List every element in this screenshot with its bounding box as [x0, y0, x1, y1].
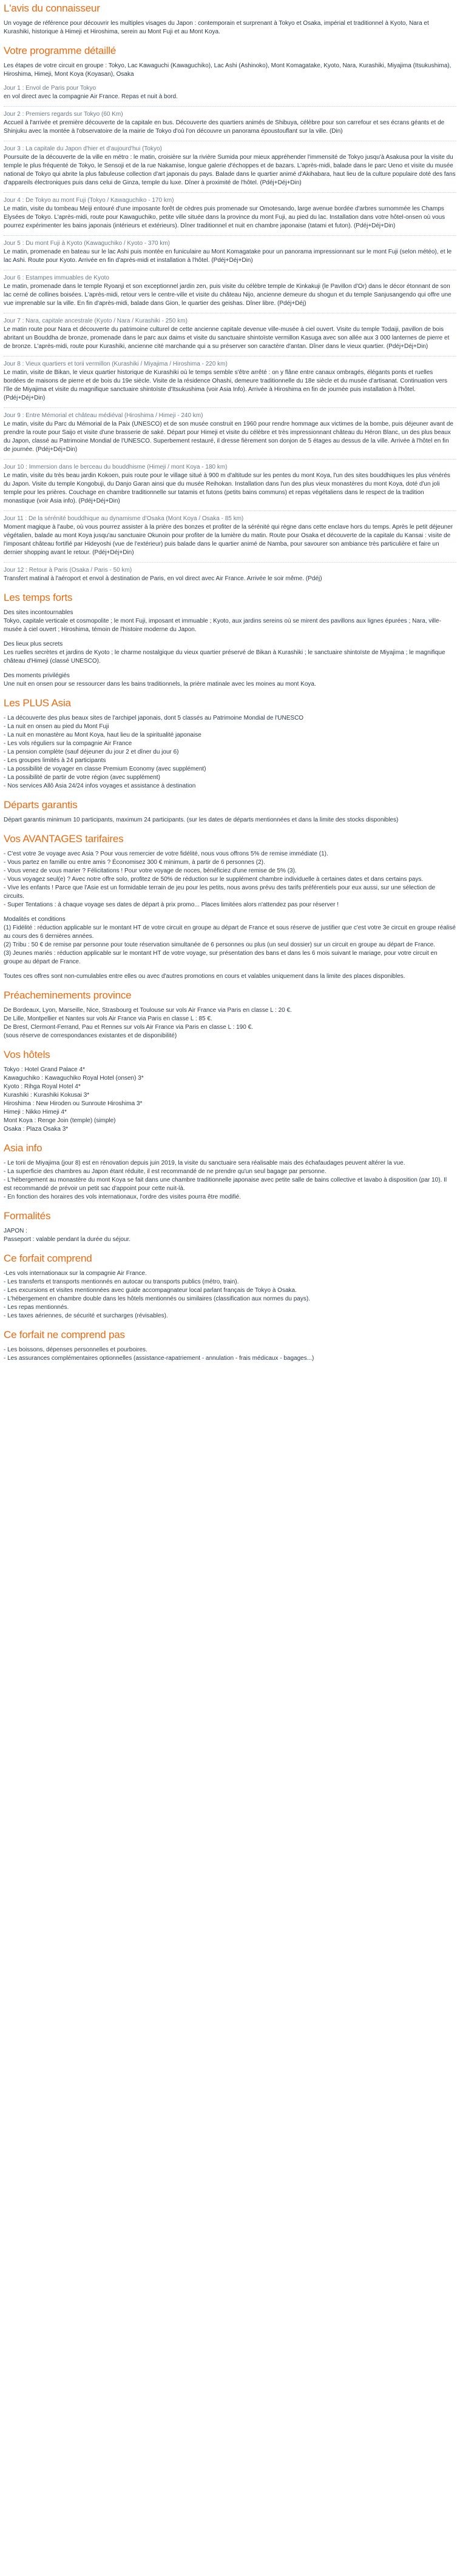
comprend-list [4, 1270, 456, 1320]
hotels-title: Vos hôtels [4, 1049, 50, 1060]
temps-forts-group [4, 609, 456, 634]
avantage-item: - Vous partez en famille ou entre amis ? Économisez 300 € minimum, à partir de 6 personnes (2). [4, 859, 265, 866]
day-text: Le matin, visite du tombeau Meiji entouré d'une imposante forêt de cèdres puis promenade sur Omotesando, large avenue bordée d'arbres surnommée les Champs Elysées de Tokyo. L'après-midi, route pour Kawaguchiko, petite ville située dans la province du mont Fuji, au pied du lac. Installation dans votre hôtel-onsen où vous pourrez expérimenter les bains japonais (intérieurs et extérieurs). Dîner traditionnel et nuit en chambre japonaise (tatami et futon). (Pdéj+Déj+Din) [4, 206, 445, 229]
hotel-line: Kurashiki : Kurashiki Kokusai 3* [4, 1092, 90, 1099]
asia-info-list [4, 1159, 456, 1202]
asia-info-line: - L'hébergement au monastère du mont Koya se fait dans une chambre traditionnelle japonaise avec petite salle de bains collective et lavabo à disposition (par 10). Il est recommandé de prévoir un petit sac d'appoint pour cette nuit-là. [4, 1177, 447, 1192]
plus-asia-item: - La possibilité de partir de votre région (avec supplément) [4, 774, 160, 781]
temps-forts-text: Une nuit en onsen pour se ressourcer dans les bains traditionnels, la prière matinale avec les moines au mont Koya. [4, 681, 316, 687]
plus-asia-section [4, 697, 456, 791]
temps-forts-title: Les temps forts [4, 592, 73, 603]
asia-info-title: Asia info [4, 1142, 42, 1154]
preacheminement-line: De Brest, Clermont-Ferrand, Pau et Rennes sur vols Air France via Paris en classe L : 190 €. [4, 1024, 253, 1031]
day-item [4, 145, 456, 187]
formalite-line: JAPON : [4, 1228, 27, 1234]
day-title: Jour 1 : Envol de Paris pour Tokyo [4, 85, 96, 92]
hotels-list [4, 1066, 456, 1134]
day-title: Jour 8 : Vieux quartiers et torii vermillon (Kurashiki / Miyajima / Hiroshima - 220 km) [4, 361, 228, 367]
comprend-line: - Les transferts et transports mentionnés en autocar ou transports publics (métro, train). [4, 1279, 239, 1285]
plus-asia-item: - Les vols réguliers sur la compagnie Air France [4, 740, 132, 747]
day-divider [4, 235, 456, 236]
temps-forts-section [4, 592, 456, 689]
day-item [4, 463, 456, 506]
modalites-list [4, 924, 456, 966]
day-text: Poursuite de la découverte de la ville en métro : le matin, croisière sur la rivière Sumida pour mieux appréhender l'immensité de Tokyo jusqu'à Asakusa pour la visite du temple le plus fréquenté de Tokyo, le Sensoji et de la rue Nakamise, longue galerie d'échoppes et de bazars. L'après-midi, balade dans le parc Ueno et visite du musée national de Tokyo qui abrite la plus fabuleuse collection d'art japonais du pays. Balade dans le quartier animé d'Akihabara, haut lieu de la culture populaire doté des fans d'appareils électroniques puis dans celui de Ginza, temple du luxe. Dîner à proximité de l'hôtel. (Pdéj+Déj+Din) [4, 154, 456, 186]
day-item [4, 239, 456, 265]
plus-asia-item: - La nuit en monastère au Mont Koya, haut lieu de la spiritualité japonaise [4, 732, 201, 738]
plus-asia-list [4, 714, 456, 791]
asia-info-line: - La superficie des chambres au Japon étant réduite, il est recommandé de ne prendre qu'un seul bagage par personne. [4, 1168, 326, 1175]
day-item [4, 84, 456, 101]
asia-info-section [4, 1142, 456, 1202]
day-text: Le matin, visite de Bikan, le vieux quartier historique de Kurashiki où le temps semble s'être arrêté : on y flâne entre canaux ombragés, élégants ponts et ruelles bordées de maisons de pierre et de bois du 19e siècle. Visite de la résidence Ohashi, demeure traditionnelle du 18e siècle et du musée d'artisanat. Continuation vers l'île de Miyajima et visite du magnifique sanctuaire shintoïste d'Itsukushima (voir Asia Info). Arrivée à Hiroshima en fin de journée puis installation à l'hôtel. (Pdéj+Déj+Din) [4, 369, 448, 401]
modalites-title: Modalités et conditions [4, 916, 66, 923]
temps-forts-text: Les ruelles secrètes et jardins de Kyoto ; le charme nostalgique du vieux quartier préservé de Bikan à Kurashiki ; le sanctuaire shintoïste de Miyajima ; le magnifique château d'Himeji (classé UNESCO). [4, 649, 445, 664]
day-title: Jour 12 : Retour à Paris (Osaka / Paris - 50 km) [4, 567, 132, 574]
preacheminements-title: Préacheminements province [4, 989, 132, 1001]
hotel-line: Tokyo : Hotel Grand Palace 4* [4, 1066, 85, 1073]
day-divider [4, 192, 456, 193]
day-item [4, 274, 456, 308]
ne-comprend-title: Ce forfait ne comprend pas [4, 1329, 125, 1340]
day-text: en vol direct avec la compagnie Air France. Repas et nuit à bord. [4, 93, 178, 100]
hotel-line: Osaka : Plaza Osaka 3* [4, 1126, 69, 1132]
plus-asia-item: - La nuit en onsen au pied du Mont Fuji [4, 723, 109, 730]
avantage-item: - C'est votre 3e voyage avec Asia ? Pour vous remercier de votre fidélité, nous vous offrons 5% de remise immédiate (1). [4, 851, 328, 857]
day-title: Jour 7 : Nara, capitale ancestrale (Kyoto / Nara / Kurashiki - 250 km) [4, 318, 188, 324]
plus-asia-item: - Les groupes limités à 24 participants [4, 757, 106, 764]
hotels-section [4, 1049, 456, 1134]
day-text: Accueil à l'arrivée et première découverte de la capitale en bus. Découverte des quartiers animés de Shibuya, célèbre pour son carrefour et ses écrans géants et de Shinjuku avec la montée à l'observatoire de la mairie de Tokyo d'où l'on découvre un panorama époustouflant sur la ville. (Din) [4, 119, 445, 135]
plus-asia-item: - La pension complète (sauf déjeuner du jour 2 et dîner du jour 6) [4, 749, 179, 755]
preacheminements-list [4, 1006, 456, 1040]
hotel-line: Mont Koya : Renge Join (temple) (simple) [4, 1117, 116, 1124]
modalite-item: (1) Fidélité : réduction applicable sur le montant HT de votre circuit en groupe au départ de France et sous réserve de justifier que c'est votre 3e circuit en groupe réalisé au cours des 6 dernières années. [4, 925, 456, 940]
day-divider [4, 106, 456, 107]
temps-forts-group [4, 672, 456, 689]
comprend-line: - Les repas mentionnés. [4, 1304, 69, 1311]
plus-asia-item: - La possibilité de voyager en classe Premium Economy (avec supplément) [4, 766, 206, 772]
day-item [4, 360, 456, 403]
avantage-item: - Vous voyagez seul(e) ? Avec notre offre solo, profitez de 50% de réduction sur le supplément chambre individuelle à certaines dates et dans certains pays. [4, 876, 424, 883]
day-text: Moment magique à l'aube, où vous pourrez assister à la prière des bonzes et profiter de la sérénité qui règne dans cette enclave hors du temps. Après le petit déjeuner végétalien, balade au mont Koya jusqu'au sanctuaire Okunoin pour profiter de la lumière du matin. Route pour Osaka et découverte de la capitale du Kansai : visite de l'imposant château fortifié par Hideyoshi (vue de l'extérieur) puis balade dans le quartier animé de Namba, pour savourer son ambiance très particulière et faire un dernier shopping avant le retour. (Pdéj+Déj+Din) [4, 524, 453, 556]
day-list [4, 84, 456, 583]
day-text: Le matin, promenade dans le temple Ryoanji et son exceptionnel jardin zen, puis visite du célèbre temple de Kinkakuji (le Pavillon d'Or) dans le décor étonnant de son lac cerné de collines boisées. L'après-midi, retour vers le centre-ville et visite du château Nijo, ancienne demeure du shogun et du temple Sanjusangendo qui offre une vue imprenable sur la ville. En fin d'après-midi, balade dans Gion, le quartier des geishas. Dîner libre. (Pdéj+Déj) [4, 283, 452, 307]
day-divider [4, 459, 456, 460]
hotel-line: Hiroshima : New Hiroden ou Sunroute Hiroshima 3* [4, 1100, 143, 1107]
plus-asia-item: - Nos services Allô Asia 24/24 infos voyages et assistance à destination [4, 783, 196, 789]
modalite-item: (2) Tribu : 50 € de remise par personne pour toute réservation simultanée de 6 personnes ou plus (un seul dossier) sur un circuit en groupe au départ de France. [4, 942, 435, 948]
programme-title: Votre programme détaillé [4, 45, 117, 56]
temps-forts-heading: Des lieux plus secrets [4, 641, 63, 647]
day-item [4, 196, 456, 230]
avantage-item: - Vive les enfants ! Parce que l'Asie est un formidable terrain de jeu pour les petits, nous avons prévu des tarifs préférentiels pour eux aussi, sur une sélection de circuits. [4, 885, 436, 900]
day-divider [4, 562, 456, 563]
plus-asia-title: Les PLUS Asia [4, 697, 71, 709]
day-text: Le matin, visite du très beau jardin Kokoen, puis route pour le village situé à 900 m d'altitude sur les pentes du mont Koya, l'un des sites bouddhiques les plus vénérés du Japon. Visite du temple Kongobuji, du Danjo Garan ainsi que du musée Reihokan. Installation dans l'un des plus vieux monastères du mont Koya, doté d'un joli temple pour les prières. Couchage en chambre traditionnelle sur tatamis et futons (petits bains communs) et repas végétaliens dans le respect de la tradition monastique (voir Asia info). (Pdéj+Déj+Din) [4, 472, 450, 504]
departs-text: Départ garantis minimum 10 participants, maximum 24 participants. (sur les dates de départs mentionnées et dans la limite des stocks disponibles) [4, 817, 399, 823]
avis-section [4, 2, 456, 36]
day-item [4, 566, 456, 583]
programme-section [4, 45, 456, 583]
temps-forts-text: Tokyo, capitale verticale et cosmopolite ; le mont Fuji, imposant et immuable ; Kyoto, aux jardins sereins où se mirent des pavillons aux lignes épurées ; Nara, ville-musée à ciel ouvert ; Hiroshima, témoin de l'histoire moderne du Japon. [4, 618, 441, 633]
avantage-item: - Super Tentations : à chaque voyage ses dates de départ à prix promo... Places limitées alors n'attendez pas pour réserver ! [4, 902, 339, 908]
comprend-section [4, 1253, 456, 1320]
avantage-item: - Vous venez de vous marier ? Félicitations ! Pour votre voyage de noces, bénéficiez d'une remise de 5% (3). [4, 868, 297, 874]
asia-info-line: - En fonction des horaires des vols internationaux, l'ordre des visites pourra être modifié. [4, 1194, 241, 1200]
formalites-section [4, 1210, 456, 1244]
ne-comprend-line: - Les boissons, dépenses personnelles et pourboires. [4, 1347, 147, 1353]
day-divider [4, 510, 456, 511]
comprend-line: -Les vols internationaux sur la compagnie Air France. [4, 1270, 147, 1277]
temps-forts-heading: Des sites incontournables [4, 609, 73, 616]
ne-comprend-list [4, 1346, 456, 1363]
preacheminement-line: De Bordeaux, Lyon, Marseille, Nice, Strasbourg et Toulouse sur vols Air France via Paris en classe L : 20 €. [4, 1007, 292, 1014]
day-item [4, 412, 456, 454]
avantages-section [4, 833, 456, 981]
preacheminements-section [4, 989, 456, 1040]
formalite-line: Passeport : valable pendant la durée du séjour. [4, 1236, 131, 1243]
ne-comprend-line: - Les assurances complémentaires optionnelles (assistance-rapatriement - annulation - frais médicaux - bagages...) [4, 1355, 314, 1362]
hotel-line: Kyoto : Rihga Royal Hotel 4* [4, 1083, 81, 1090]
preacheminement-line: De Lille, Montpellier et Nantes sur vols Air France via Paris en classe L : 85 €. [4, 1015, 212, 1022]
modalite-item: (3) Jeunes mariés : réduction applicable sur le montant HT de votre voyage, sur présentation des bans et dans les 6 mois suivant le mariage, pour votre circuit en groupe au départ de France. [4, 950, 438, 965]
formalites-list [4, 1227, 456, 1244]
ne-comprend-section [4, 1329, 456, 1363]
day-item [4, 317, 456, 351]
avantages-title: Vos AVANTAGES tarifaires [4, 833, 124, 845]
day-title: Jour 5 : Du mont Fuji à Kyoto (Kawaguchiko / Kyoto - 370 km) [4, 240, 171, 247]
comprend-title: Ce forfait comprend [4, 1253, 92, 1264]
asia-info-line: - Le torii de Miyajima (jour 8) est en rénovation depuis juin 2019, la visite du sanctuaire sera réalisable mais des échafaudages peuvent altérer la vue. [4, 1160, 405, 1166]
formalites-title: Formalités [4, 1210, 51, 1222]
day-title: Jour 11 : De la sérénité bouddhique au dynamisme d'Osaka (Mont Koya / Osaka - 85 km) [4, 515, 244, 522]
modalites-block [4, 915, 456, 966]
preacheminement-line: (sous réserve de correspondances existantes et de disponibilité) [4, 1032, 177, 1039]
day-text: Le matin route pour Nara et découverte du patrimoine culturel de cette ancienne capitale devenue ville-musée à ciel ouvert. Visite du temple Todaiji, pavillon de bois abritant un Bouddha de bronze, promenade dans le parc aux daims et visite du sanctuaire shintoïste vermillon Kasuga avec son allée aux 3 000 lanternes de pierre et de bronze. L'après-midi, route pour Kurashiki, ancienne cité marchande qui a su préserver son caractère d'antan. Dîner dans le vieux quartier. (Pdéj+Déj+Din) [4, 326, 450, 350]
comprend-line: - Les taxes aériennes, de sécurité et surcharges (révisables). [4, 1313, 168, 1319]
comprend-line: - Les excursions et visites mentionnées avec guide accompagnateur local parlant français de Tokyo à Osaka. [4, 1287, 297, 1294]
departs-section [4, 799, 456, 825]
day-divider [4, 407, 456, 408]
temps-forts-group [4, 640, 456, 666]
day-text: Le matin, visite du Parc du Mémorial de la Paix (UNESCO) et de son musée construit en 1960 pour rendre hommage aux victimes de la bombe, puis déjeuner avant de prendre la route pour Saijo et visite d'une brasserie de saké. Départ pour Himeji et visite du célèbre et très impressionnant château du Héron Blanc, un des plus beaux du Japon, classé au Patrimoine Mondial de l'UNESCO. Superbement restauré, il dresse fièrement son donjon de 5 étages au dessus de la ville. Arrivée à l'hôtel en fin de journée. (Pdéj+Déj+Din) [4, 421, 453, 453]
day-title: Jour 4 : De Tokyo au mont Fuji (Tokyo / Kawaguchiko - 170 km) [4, 197, 174, 204]
avantages-footer: Toutes ces offres sont non-cumulables entre elles ou avec d'autres promotions en cours et valables uniquement dans la limite des places disponibles. [4, 973, 405, 980]
departs-title: Départs garantis [4, 799, 78, 811]
day-text: Transfert matinal à l'aéroport et envol à destination de Paris, en vol direct avec Air France. Arrivée le soir même. (Pdéj) [4, 575, 322, 582]
avantages-list [4, 850, 456, 909]
day-item [4, 515, 456, 557]
programme-intro: Les étapes de votre circuit en groupe : Tokyo, Lac Kawaguchi (Kawaguchiko), Lac Ashi (Ashinoko), Mont Komagatake, Kyoto, Nara, Kurashiki, Miyajima (Itsukushima), Hiroshima, Himeji, Mont Koya (Koyasan), Osaka [4, 62, 452, 78]
avis-text: Un voyage de référence pour découvrir les multiples visages du Japon : contemporain et surprenant à Tokyo et Osaka, impérial et traditionnel à Kyoto, Nara et Kurashiki, historique à Himeji et Hiroshima, serein au Mont Fuji et au Mont Koya. [4, 20, 429, 35]
day-text: Le matin, promenade en bateau sur le lac Ashi puis montée en funiculaire au Mont Komagatake pour un panorama impressionnant sur le mont Fuji (selon météo), et le lac Ashi. Route pour Kyoto. Arrivée en fin d'après-midi et installation à l'hôtel. (Pdéj+Déj+Din) [4, 249, 452, 264]
day-title: Jour 9 : Entre Mémorial et château médiéval (Hiroshima / Himeji - 240 km) [4, 412, 203, 419]
hotel-line: Himeji : Nikko Himeji 4* [4, 1109, 67, 1116]
temps-forts-heading: Des moments privilégiés [4, 672, 70, 679]
day-item [4, 110, 456, 136]
day-title: Jour 2 : Premiers regards sur Tokyo (60 Km) [4, 111, 123, 118]
plus-asia-item: - La découverte des plus beaux sites de l'archipel japonais, dont 5 classés au Patrimoine Mondial de l'UNESCO [4, 715, 304, 721]
day-title: Jour 3 : La capitale du Japon d'hier et d'aujourd'hui (Tokyo) [4, 146, 162, 152]
avis-title: L'avis du connaisseur [4, 2, 100, 14]
day-title: Jour 10 : Immersion dans le berceau du bouddhisme (Himeji / mont Koya - 180 km) [4, 464, 228, 470]
comprend-line: - L'hébergement en chambre double dans les hôtels mentionnés ou similaires (classification aux normes du pays). [4, 1296, 310, 1302]
hotel-line: Kawaguchiko : Kawaguchiko Royal Hotel (onsen) 3* [4, 1075, 144, 1082]
day-title: Jour 6 : Estampes immuables de Kyoto [4, 275, 109, 281]
